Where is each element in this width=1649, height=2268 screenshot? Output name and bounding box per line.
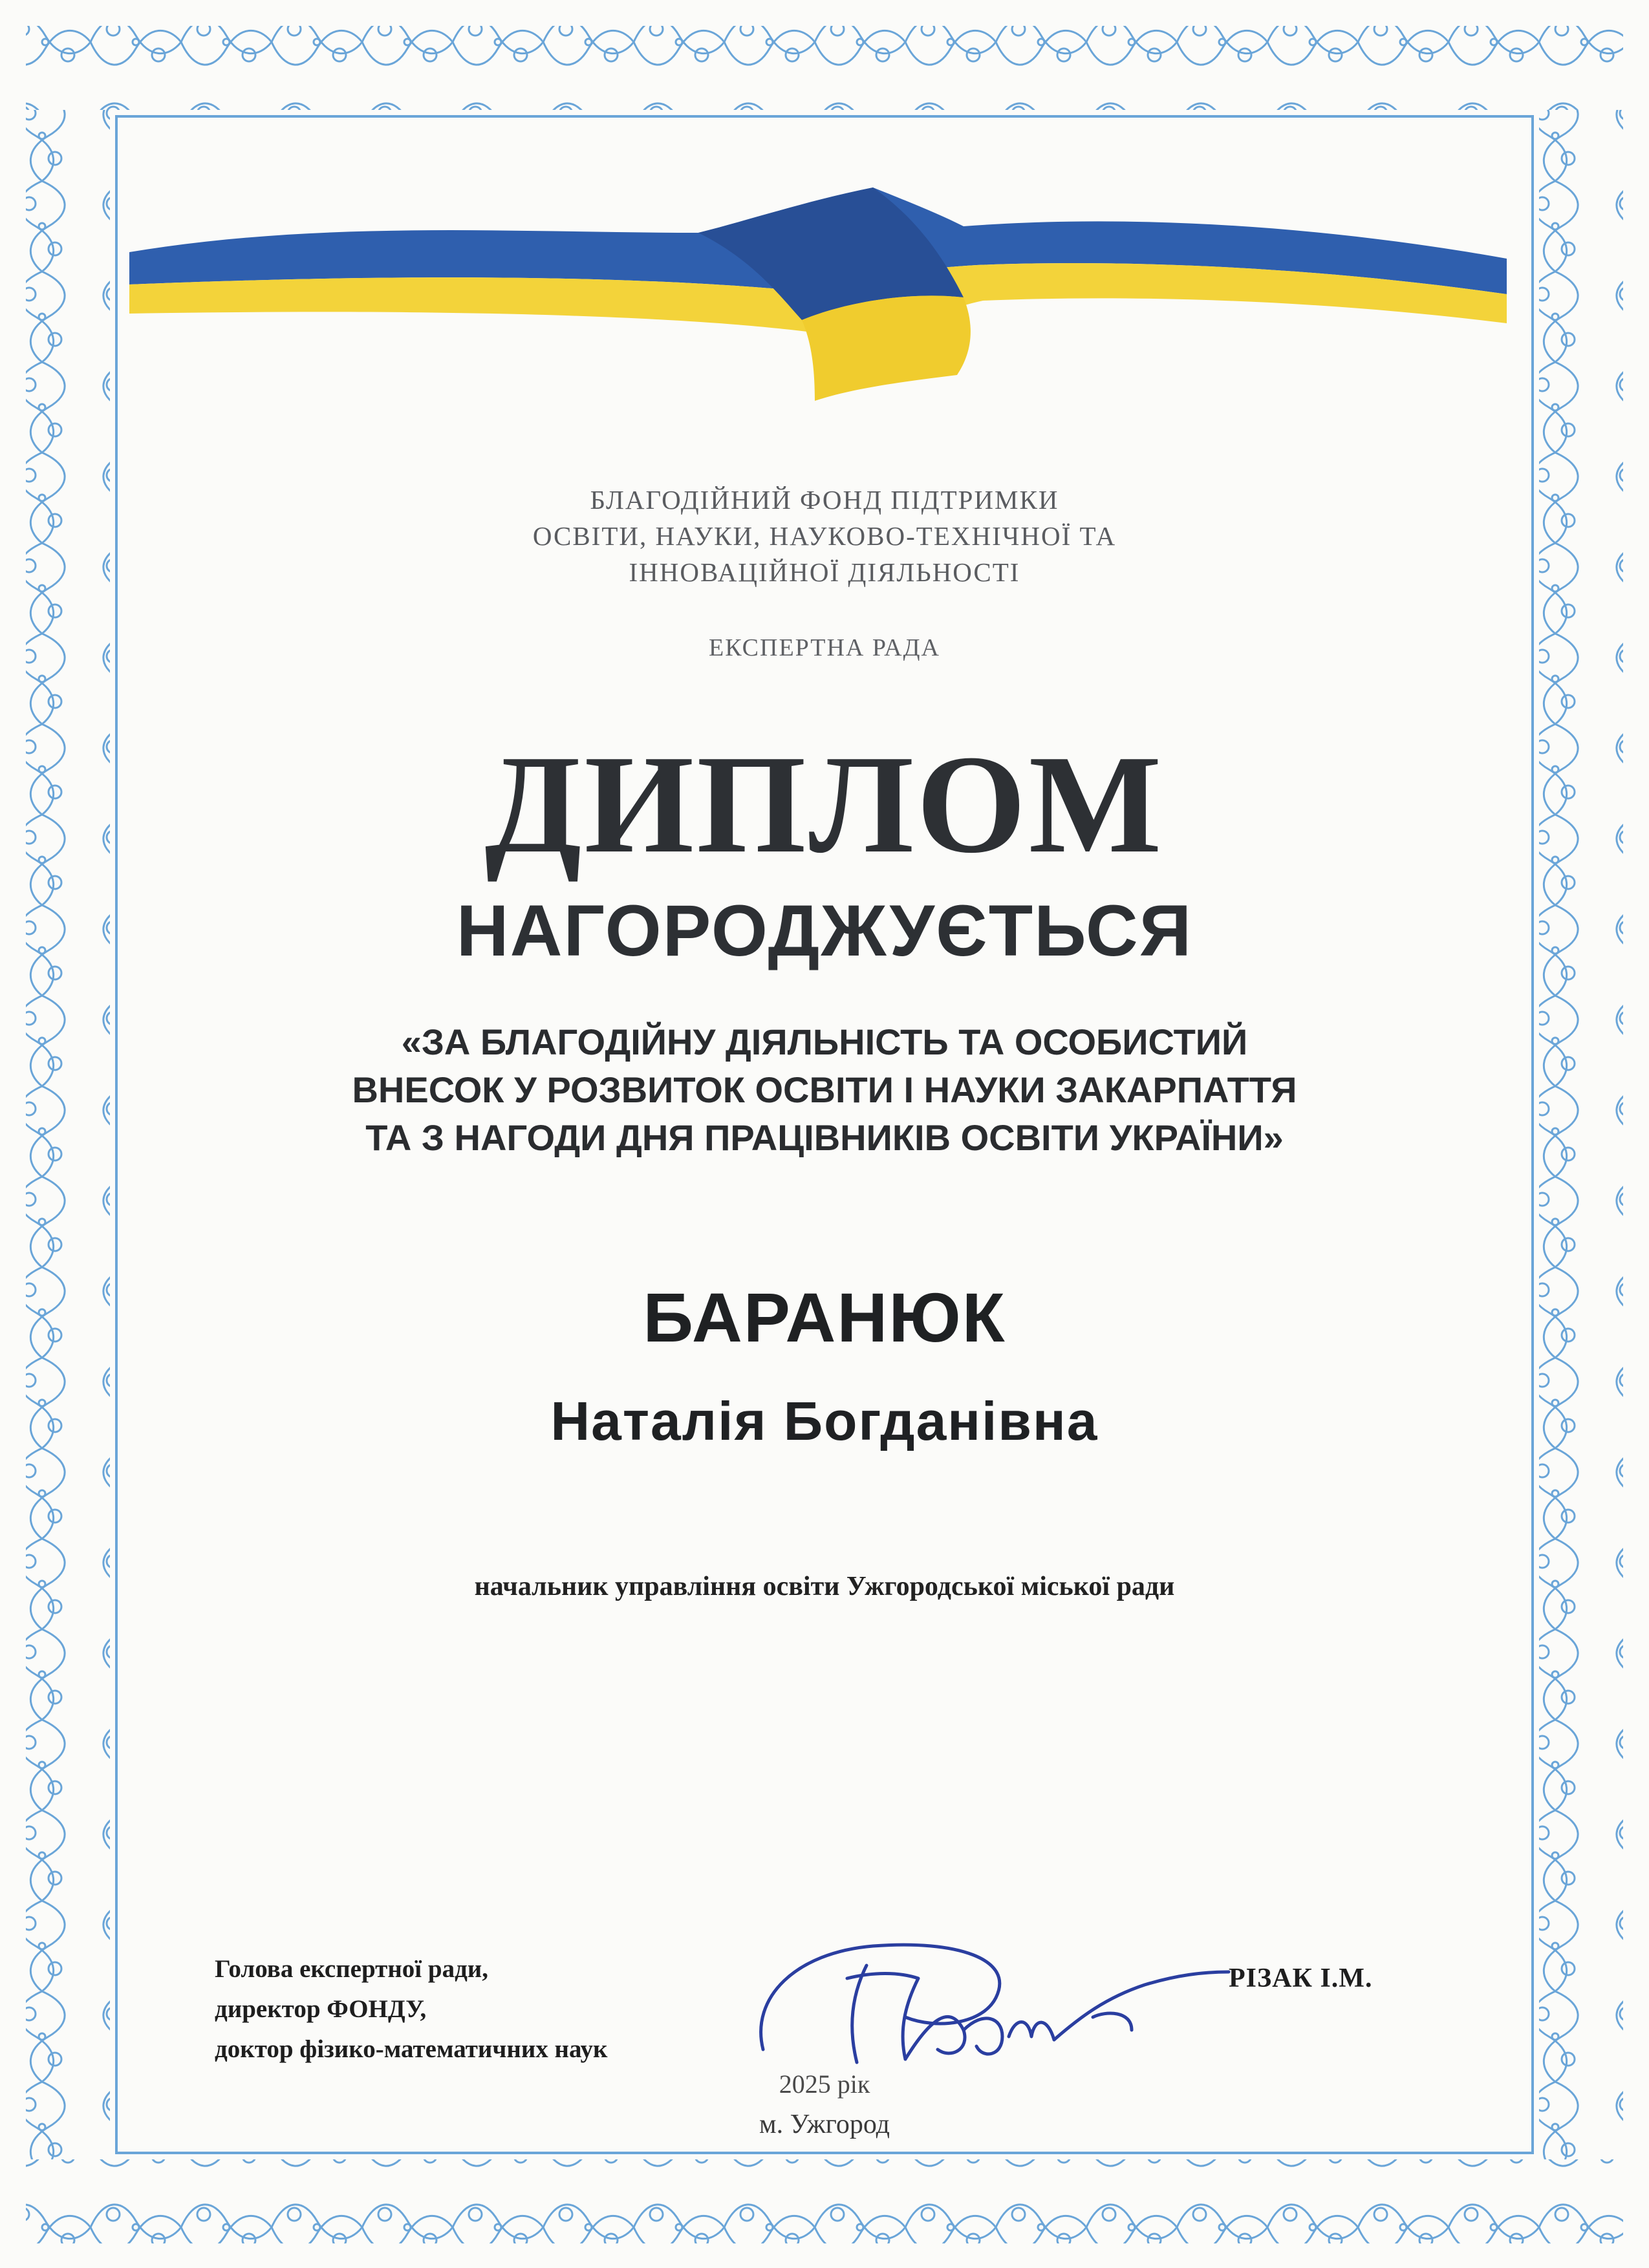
handwritten-signature-icon <box>744 1920 1235 2088</box>
org-line: БЛАГОДІЙНИЙ ФОНД ПІДТРИМКИ <box>590 485 1059 515</box>
ukrainian-flag-ribbon-icon <box>129 162 1507 433</box>
reason-line: ТА З НАГОДИ ДНЯ ПРАЦІВНИКІВ ОСВІТИ УКРАЇНИ» <box>365 1117 1284 1158</box>
organization-name <box>0 482 1649 590</box>
org-line: ІННОВАЦІЙНОЇ ДІЯЛЬНОСТІ <box>629 557 1020 587</box>
org-line: ОСВІТИ, НАУКИ, НАУКОВО-ТЕХНІЧНОЇ ТА <box>532 521 1117 551</box>
diploma-title: ДИПЛОМ <box>484 727 1165 883</box>
issue-year: 2025 рік <box>779 2070 870 2099</box>
reason-line: ВНЕСОК У РОЗВИТОК ОСВІТИ І НАУКИ ЗАКАРПАТТЯ <box>352 1069 1297 1110</box>
expert-council: ЕКСПЕРТНА РАДА <box>709 634 940 661</box>
recipient-given-names: Наталія Богданівна <box>550 1391 1099 1451</box>
recipient-position: начальник управління освіти Ужгородської міської ради <box>474 1572 1175 1601</box>
signatory-title-line: доктор фізико-математичних наук <box>215 2035 608 2063</box>
issue-city: м. Ужгород <box>759 2110 890 2139</box>
signatory-name: РІЗАК І.М. <box>1229 1963 1373 1993</box>
signatory-title <box>215 1949 608 2070</box>
ribbon-fold-yellow <box>802 295 971 401</box>
award-reason <box>0 1018 1649 1162</box>
reason-line: «ЗА БЛАГОДІЙНУ ДІЯЛЬНІСТЬ ТА ОСОБИСТИЙ <box>401 1022 1248 1062</box>
border-bottom <box>26 2159 1623 2243</box>
awarded-label: НАГОРОДЖУЄТЬСЯ <box>456 890 1193 971</box>
border-top <box>26 26 1623 110</box>
signatory-title-line: директор ФОНДУ, <box>215 1995 427 2023</box>
recipient-surname: БАРАНЮК <box>643 1278 1006 1356</box>
signatory-title-line: Голова експертної ради, <box>215 1955 489 1983</box>
